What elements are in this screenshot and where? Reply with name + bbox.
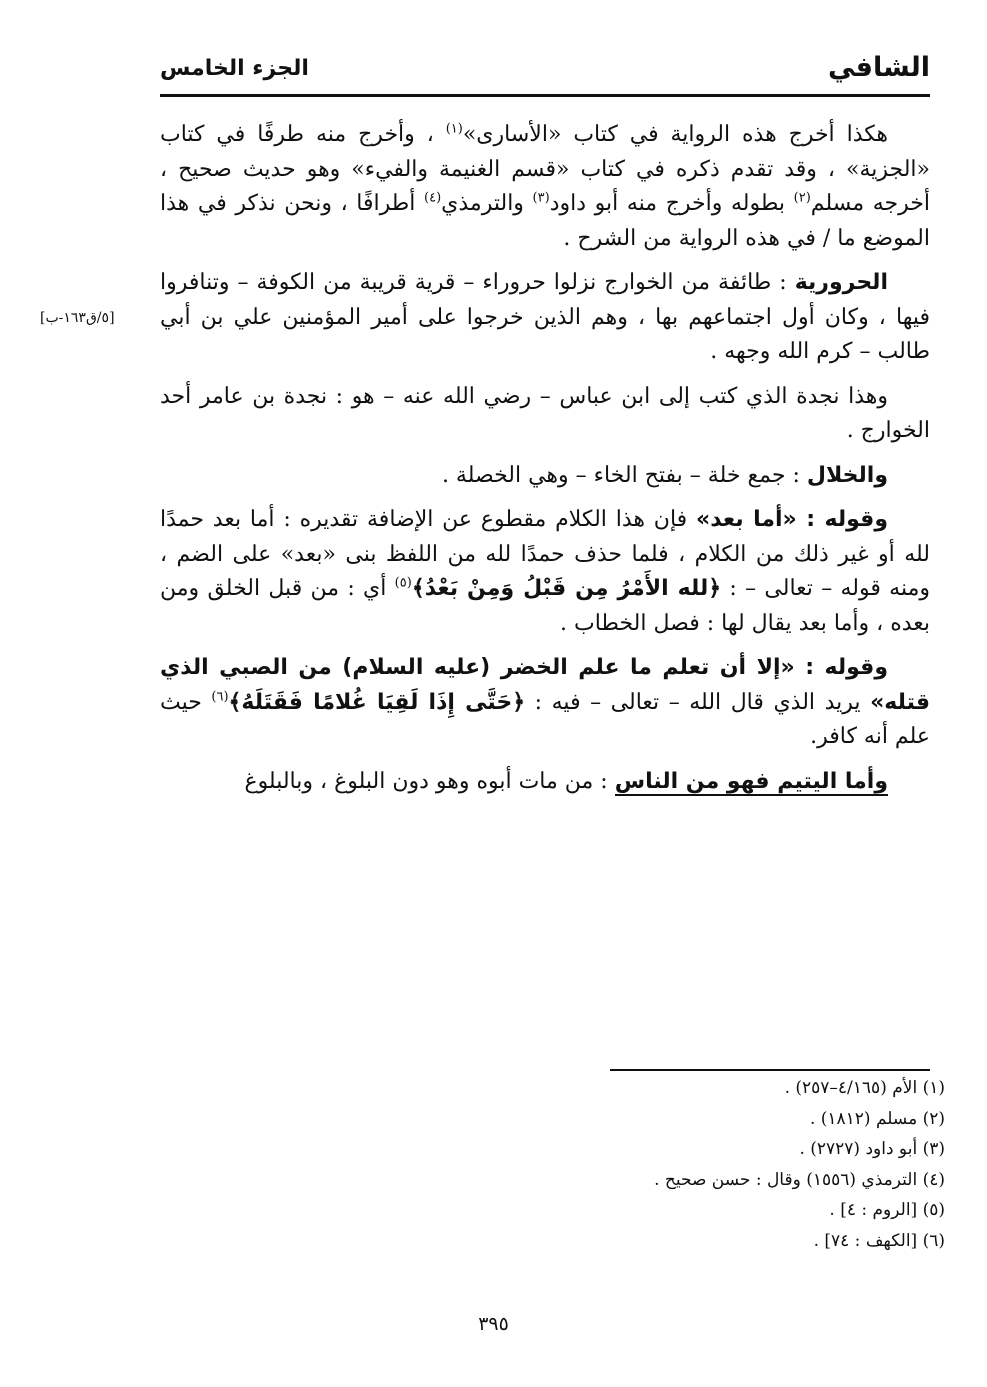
term-heading: وقوله : «إلا أن تعلم ما علم الخضر (عليه السلام) من الصبي الذي قتله»: [160, 655, 930, 715]
footnotes: [160, 1073, 945, 1256]
term-heading: والخلال: [806, 462, 888, 488]
text-run: : طائفة من الخوارج نزلوا حروراء – قرية قريبة من الكوفة – وتنافروا فيها ، وكان أول اجتماعهم بها ، وهم الذين خرجوا على أمير المؤمنين علي بن أبي طالب – كرم الله وجهه .: [160, 270, 930, 364]
volume-label: الجزء الخامس: [160, 56, 309, 81]
footnote-2: (٢) مسلم (١٨١٢) .: [809, 1108, 945, 1129]
footnote-6: (٦) [الكهف : ٧٤] .: [813, 1230, 945, 1251]
quran-quote: ﴿لله الأَمْرُ مِن قَبْلُ وَمِنْ بَعْدُ﴾: [411, 576, 722, 601]
text-run: ، وأخرج منه طرفًا في كتاب «الجزية» ، وقد تقدم ذكره في كتاب «قسم الغنيمة والفيء» وهو حديث صحيح ، أخرجه مسلم: [160, 122, 930, 216]
book-title: الشافي: [827, 52, 930, 83]
page-number: ٣٩٥: [478, 1313, 509, 1335]
footnote-1: (١) الأم (٤/١٦٥–٢٥٧) .: [784, 1078, 945, 1098]
footnote-3: (٣) أبو داود (٢٧٢٧) .: [799, 1139, 945, 1159]
footnote-ref-5: (٥): [394, 575, 412, 591]
footnote-ref-1: (١): [445, 121, 463, 137]
footnote-separator: [610, 1069, 930, 1071]
text-run: أطرافًا ، ونحن نذكر في هذا الموضع ما / في هذه الرواية من الشرح .: [160, 191, 930, 251]
footnote-4: (٤) الترمذي (١٥٥٦) وقال : حسن صحيح .: [654, 1169, 945, 1190]
paragraph-amma-baad: [160, 503, 930, 641]
paragraph-khilal: [160, 459, 930, 494]
main-text: [160, 118, 930, 799]
footnote-ref-2: (٢): [793, 190, 811, 206]
running-header: [160, 52, 930, 94]
text-run: حيث علم أنه كافر.: [160, 689, 930, 749]
header-rule: [160, 94, 930, 97]
text-run: وهذا نجدة الذي كتب إلى ابن عباس – رضي الله عنه – هو : نجدة بن عامر أحد الخوارج .: [160, 383, 930, 443]
paragraph-yatim: [160, 765, 930, 800]
term-heading: وقوله : «أما بعد»: [696, 507, 889, 532]
text-run: والترمذي: [441, 191, 533, 216]
text-run: هكذا أخرج هذه الرواية في كتاب «الأسارى»: [462, 122, 888, 147]
term-heading: الحرورية: [794, 270, 888, 295]
text-run: : من مات أبوه وهو دون البلوغ ، وبالبلوغ: [244, 768, 615, 794]
text-run: : جمع خلة – بفتح الخاء – وهي الخصلة .: [441, 462, 807, 488]
term-heading: وأما اليتيم فهو من الناس: [614, 768, 888, 794]
text-run: يريد الذي قال الله – تعالى – فيه :: [525, 689, 871, 715]
paragraph-najda: [160, 380, 930, 449]
paragraph-1: [160, 118, 930, 256]
text-run: فإن هذا الكلام مقطوع عن الإضافة تقديره : أما بعد حمدًا لله أو غير ذلك من الكلام ، فلما حذف حمدًا لله من اللفظ بنى «بعد» على الضم ، ومنه قوله – تعالى – :: [160, 507, 931, 601]
text-run: بطوله وأخرج منه أبو داود: [549, 191, 794, 216]
paragraph-haruriyya: [160, 266, 930, 370]
text-run: أي : من قبل الخلق ومن بعده ، وأما بعد يقال لها : فصل الخطاب .: [160, 576, 930, 636]
footnote-ref-3: (٣): [532, 190, 550, 206]
manuscript-folio-note: [٥/ق١٦٣-ب]: [40, 310, 115, 326]
footnote-5: (٥) [الروم : ٤] .: [829, 1200, 945, 1220]
quran-quote: ﴿حَتَّى إِذَا لَقِيَا غُلامًا فَقَتَلَهُ﴾: [228, 689, 526, 715]
footnote-ref-4: (٤): [424, 190, 442, 206]
footnote-ref-6: (٦): [211, 689, 229, 705]
paragraph-khidr: [160, 651, 930, 755]
